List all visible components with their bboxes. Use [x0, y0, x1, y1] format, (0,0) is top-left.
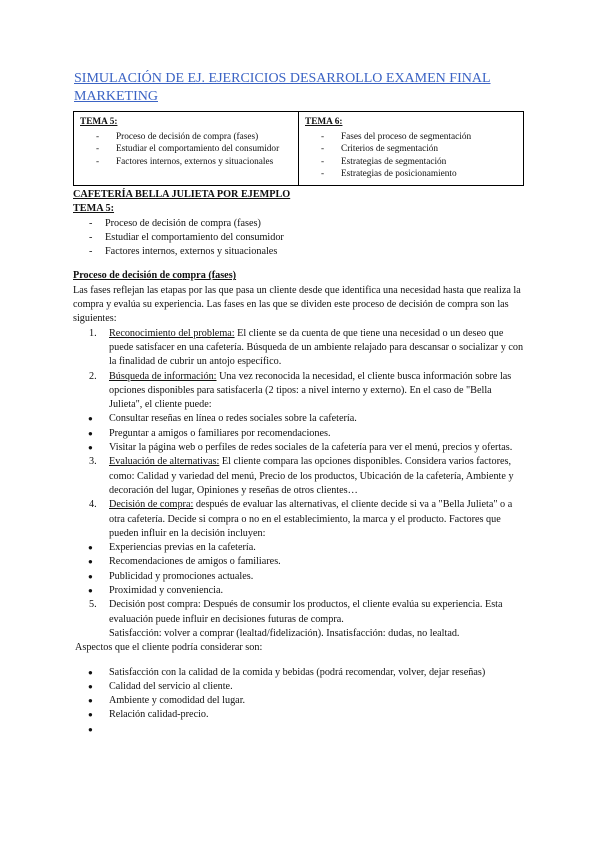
step-label: Decisión de compra:: [109, 499, 194, 511]
topic-cell-tema6: [298, 112, 523, 185]
list-item: ● Satisfacción con la calidad de la comida y bebidas (podrá recomendar, volver, dejar reseñas): [73, 666, 525, 680]
list-item: - Estudiar el comportamiento del consumidor: [80, 143, 292, 156]
document-title: SIMULACIÓN DE EJ. EJERCICIOS DESARROLLO EXAMEN FINAL MARKETING: [74, 71, 491, 104]
list-item: - Estudiar el comportamiento del consumidor: [73, 231, 525, 245]
list-item: ● Consultar reseñas en línea o redes sociales sobre la cafetería.: [73, 412, 525, 426]
topic-list: [305, 131, 517, 181]
list-item: ● Relación calidad-precio.: [73, 708, 525, 722]
step-text: después de evaluar las alternativas, el cliente decide si va a "Bella Julieta" o a otra cafetería. Decide si compra o no en el establecimiento, la marca y el producto. Factores que pueden influir en la decisión incluyen:: [109, 499, 513, 539]
step-label: Evaluación de alternativas:: [109, 456, 220, 468]
list-item: ● Recomendaciones de amigos o familiares.: [73, 555, 525, 569]
topic-title: TEMA 5:: [80, 117, 118, 127]
steps-list: [73, 327, 525, 413]
list-item: ● Visitar la página web o perfiles de redes sociales de la cafetería para ver el menú, precios y ofertas.: [73, 441, 525, 455]
step-text: El cliente se da cuenta de que tiene una necesidad o un deseo que puede satisfacer en una cafetería. Búsqueda de un ambiente relajado para descansar o socializar y con la finalidad de cubrir un antojo específico.: [109, 327, 524, 368]
list-item: [73, 723, 525, 737]
topic-list: [80, 131, 292, 169]
tema5-list: [73, 217, 525, 260]
step-item: [73, 498, 525, 541]
satisfaction-line: Satisfacción: volver a comprar (lealtad/fidelización). Insatisfacción: dudas, no lealtad.: [109, 627, 460, 639]
list-item: ● Preguntar a amigos o familiares por recomendaciones.: [73, 427, 525, 441]
topics-table: [73, 111, 524, 186]
bullet-list: [73, 412, 525, 455]
list-item: ● Publicidad y promociones actuales.: [73, 570, 525, 584]
list-item: - Factores internos, externos y situacionales: [73, 245, 525, 259]
step-text: Decisión post compra: Después de consumir los productos, el cliente evalúa su experiencia. Esta evaluación puede influir en decisiones futuras de compra.: [109, 599, 503, 625]
step-number: 4.: [89, 499, 97, 511]
step-text: Una vez reconocida la necesidad, el cliente busca información sobre las opciones disponibles para satisfacerla (2 tipos: a nivel interno y externo). En el caso de "Bella Julieta", el cliente puede:: [109, 370, 512, 411]
list-item: - Estrategias de segmentación: [305, 156, 517, 169]
list-item: - Estrategias de posicionamiento: [305, 168, 517, 181]
aspects-list: [73, 666, 525, 737]
document-body: [73, 188, 525, 737]
step-number: 1.: [89, 327, 97, 339]
steps-list: [73, 455, 525, 541]
step-text: El cliente compara las opciones disponibles. Considera varios factores, como: Calidad y variedad del menú, Precio de los productos, Ubicación de la cafetería, Ambiente y decoración del lugar, Opiniones y reseñas de otros clientes…: [109, 456, 514, 496]
step-label: Reconocimiento del problema:: [109, 327, 235, 339]
list-item: - Factores internos, externos y situacionales: [80, 156, 292, 169]
example-heading: CAFETERÍA BELLA JULIETA POR EJEMPLO: [73, 189, 291, 200]
intro-paragraph: Las fases reflejan las etapas por las que pasa un cliente desde que identifica una necesidad hasta que realiza la compra y evalúa su experiencia. Las fases en las que se dividen este proceso de decisión de compra son las siguientes:: [73, 284, 521, 325]
step-label: Búsqueda de información:: [109, 370, 217, 382]
list-item: - Criterios de segmentación: [305, 143, 517, 156]
steps-list: [73, 598, 525, 627]
list-item: ● Calidad del servicio al cliente.: [73, 680, 525, 694]
list-item: - Fases del proceso de segmentación: [305, 131, 517, 144]
step-number: 5.: [89, 599, 97, 611]
topic-title: TEMA 6:: [305, 117, 343, 127]
step-number: 3.: [89, 456, 97, 468]
tema5-heading: TEMA 5:: [73, 203, 115, 215]
bullet-list: [73, 541, 525, 598]
step-number: 2.: [89, 370, 97, 382]
list-item: - Proceso de decisión de compra (fases): [80, 131, 292, 144]
list-item: ● Experiencias previas en la cafetería.: [73, 541, 525, 555]
list-item: ● Ambiente y comodidad del lugar.: [73, 694, 525, 708]
step-item: [73, 370, 525, 413]
topic-cell-tema5: [74, 112, 298, 185]
section-heading: Proceso de decisión de compra (fases): [73, 270, 237, 282]
list-item: - Proceso de decisión de compra (fases): [73, 217, 525, 231]
step-item: [73, 598, 525, 627]
step-item: [73, 455, 525, 498]
list-item: ● Proximidad y conveniencia.: [73, 584, 525, 598]
aspects-intro: Aspectos que el cliente podría considerar son:: [75, 642, 263, 654]
step-item: [73, 327, 525, 370]
